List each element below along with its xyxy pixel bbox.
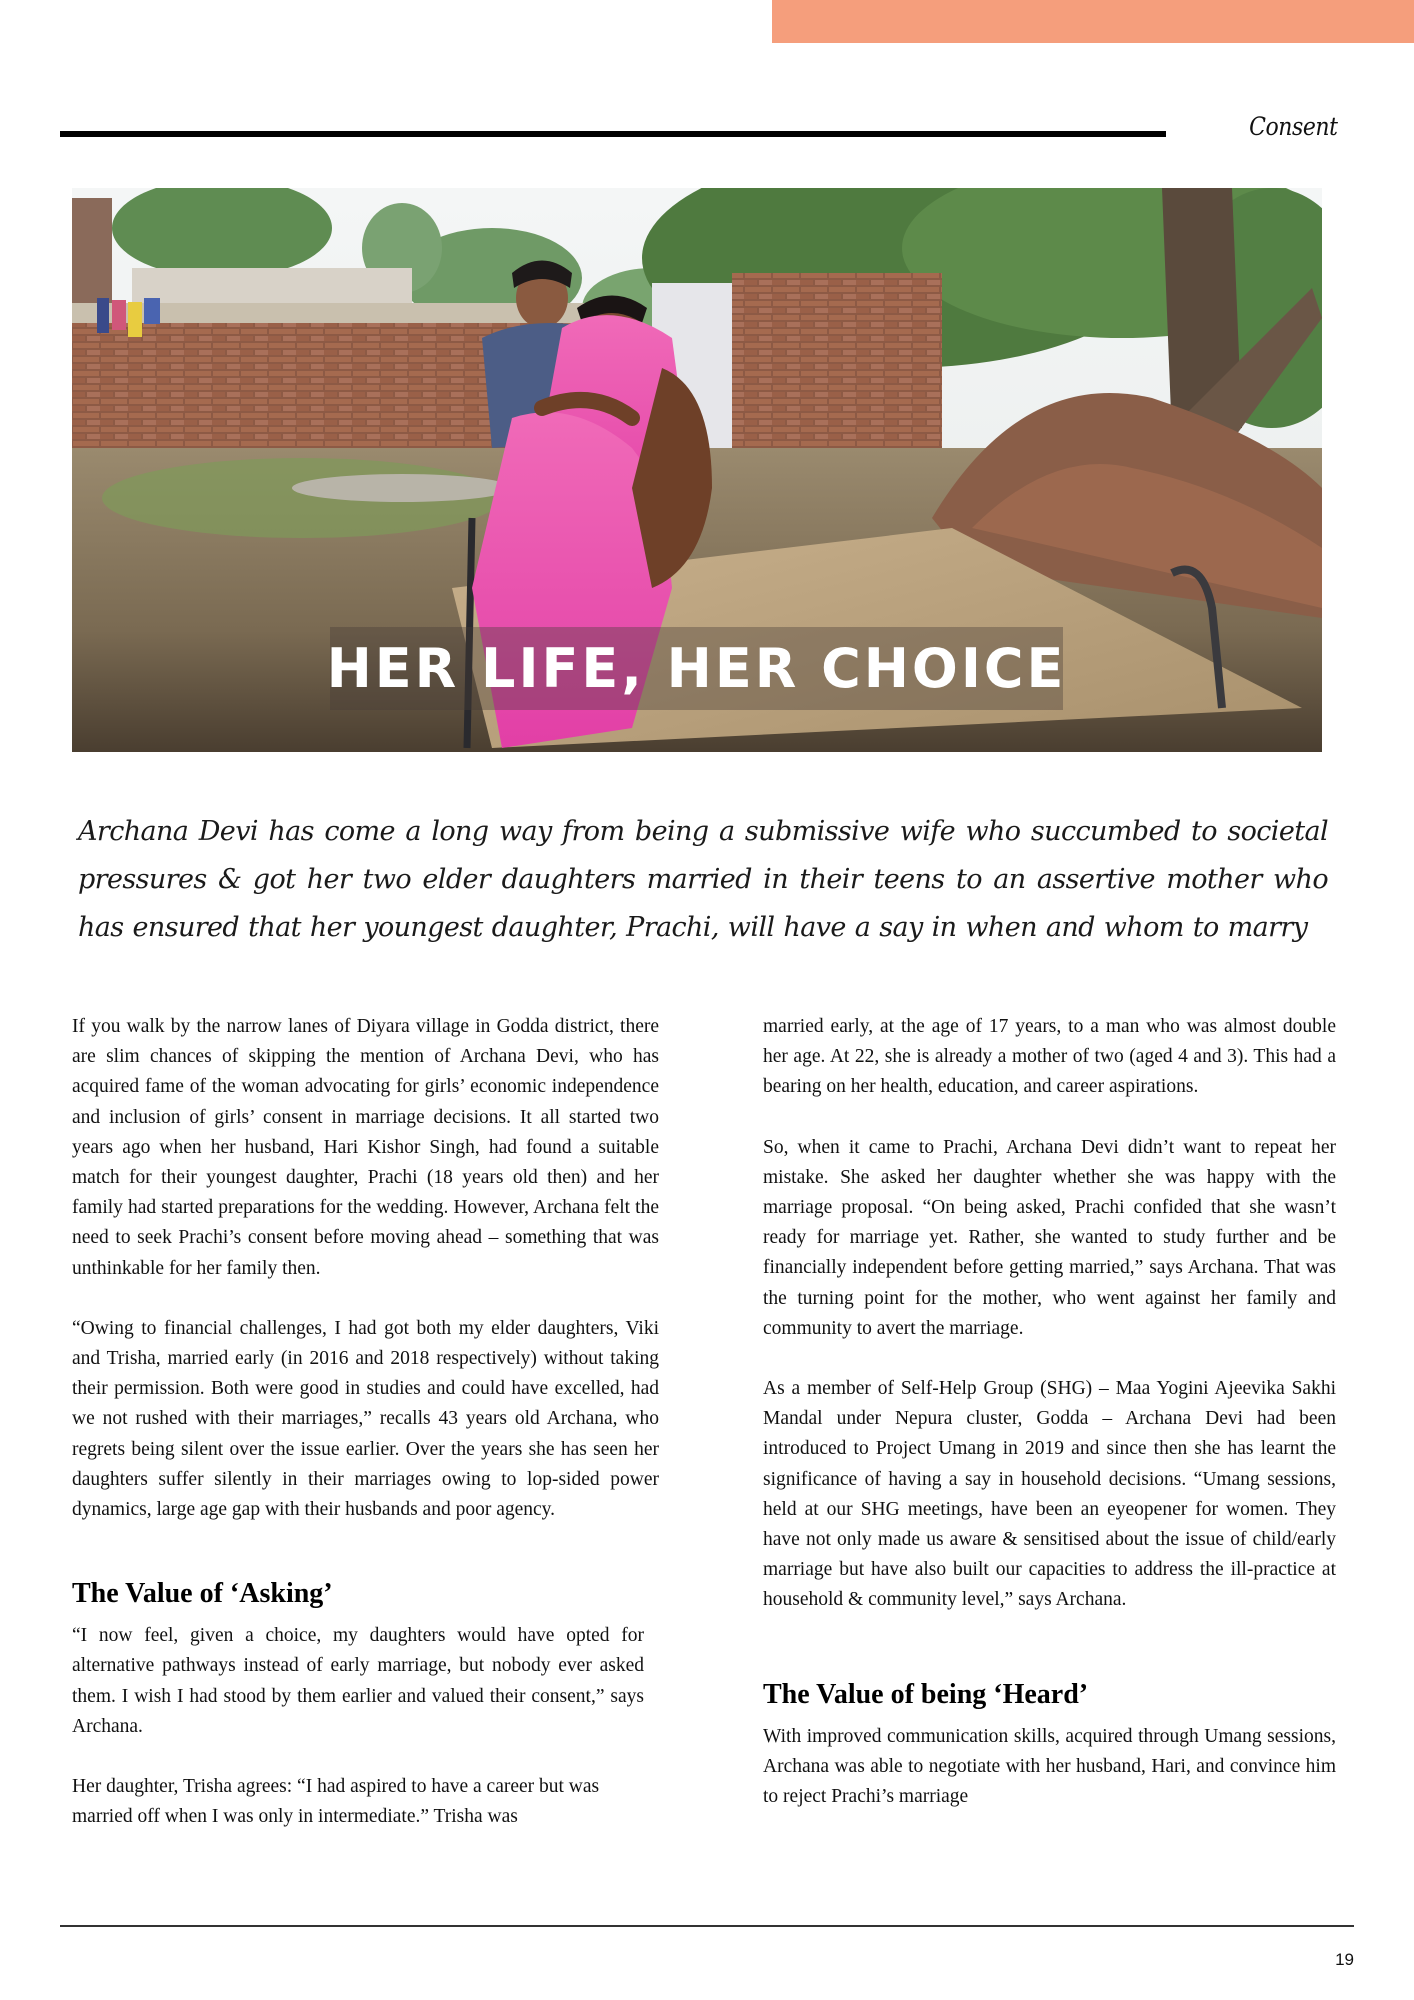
body-paragraph: With improved communication skills, acquired through Umang sessions, Archana was able to negotiate with her husband, Hari, and convince him to reject Prachi’s marriage xyxy=(763,1725,1336,1808)
left-column xyxy=(72,1012,659,1832)
body-paragraph: “Owing to financial challenges, I had got both my elder daughters, Viki and Trisha, married early (in 2016 and 2018 respectively) without taking their permission. Both were good in studies and could have excelled, had we not rushed with their marriages,” recalls 43 years old Archana, who regrets being silent over the issue earlier. Over the years she has seen her daughters suffer silently in their marriages owing to lop-sided power dynamics, large age gap with their husbands and poor agency. xyxy=(72,1317,659,1521)
section-heading-asking: The Value of ‘Asking’ xyxy=(72,1578,333,1610)
body-paragraph: married early, at the age of 17 years, to a man who was almost double her age. At 22, she is already a mother of two (aged 4 and 3). This had a bearing on her health, education, and career aspirations. xyxy=(763,1016,1336,1098)
body-paragraph: Her daughter, Trisha agrees: “I had aspired to have a career but was married off when I was only in intermediate.” Trisha was xyxy=(72,1776,600,1828)
body-paragraph: “I now feel, given a choice, my daughters would have opted for alternative pathways instead of early marriage, but nobody ever asked them. I wish I had stood by them earlier and valued their consent,” says Archana. xyxy=(72,1625,644,1737)
body-paragraph: If you walk by the narrow lanes of Diyara village in Godda district, there are slim chances of skipping the mention of Archana Devi, who has acquired fame of the woman advocating for girls’ economic independence and inclusion of girls’ consent in marriage decisions. It all started two years ago when her husband, Hari Kishor Singh, had found a suitable match for their youngest daughter, Prachi (18 years old then) and her family had started preparations for the wedding. However, Archana felt the need to seek Prachi’s consent before moving ahead – something that was unthinkable for her family then. xyxy=(72,1016,659,1279)
body-paragraph: So, when it came to Prachi, Archana Devi didn’t want to repeat her mistake. She asked her daughter whether she was happy with the marriage proposal. “On being asked, Prachi confided that she wasn’t ready for marriage yet. Rather, she wanted to study further and be financially independent before getting married,” says Archana. That was the turning point for the mother, who went against her family and community to avert the marriage. xyxy=(763,1136,1336,1339)
section-heading-heard: The Value of being ‘Heard’ xyxy=(763,1678,1089,1710)
page-number: 19 xyxy=(1335,1950,1354,1969)
hero-title: HER LIFE, HER CHOICE xyxy=(326,637,1067,700)
header-accent-bar xyxy=(772,0,1414,43)
right-column xyxy=(763,1012,1336,1812)
section-label: Consent xyxy=(1249,112,1338,141)
body-paragraph: As a member of Self-Help Group (SHG) – Maa Yogini Ajeevika Sakhi Mandal under Nepura cluster, Godda – Archana Devi had been introduced to Project Umang in 2019 and since then she has learnt the significance of having a say in household decisions. “Umang sessions, held at our SHG meetings, have been an eyeopener for women. They have not only made us aware & sensitised about the issue of child/early marriage but have also built our capacities to address the ill-practice at household & community level,” says Archana. xyxy=(763,1378,1336,1611)
intro-standfirst: Archana Devi has come a long way from being a submissive wife who succumbed to societal pressures & got her two elder daughters married in their teens to an assertive mother who has ensured that her youngest daughter, Prachi, will have a say in when and whom to marry xyxy=(78,816,1328,943)
hero-photo xyxy=(72,188,1322,752)
hero-title-overlay xyxy=(326,627,1067,710)
header-rule xyxy=(60,131,1166,137)
footer-rule xyxy=(60,1925,1354,1927)
